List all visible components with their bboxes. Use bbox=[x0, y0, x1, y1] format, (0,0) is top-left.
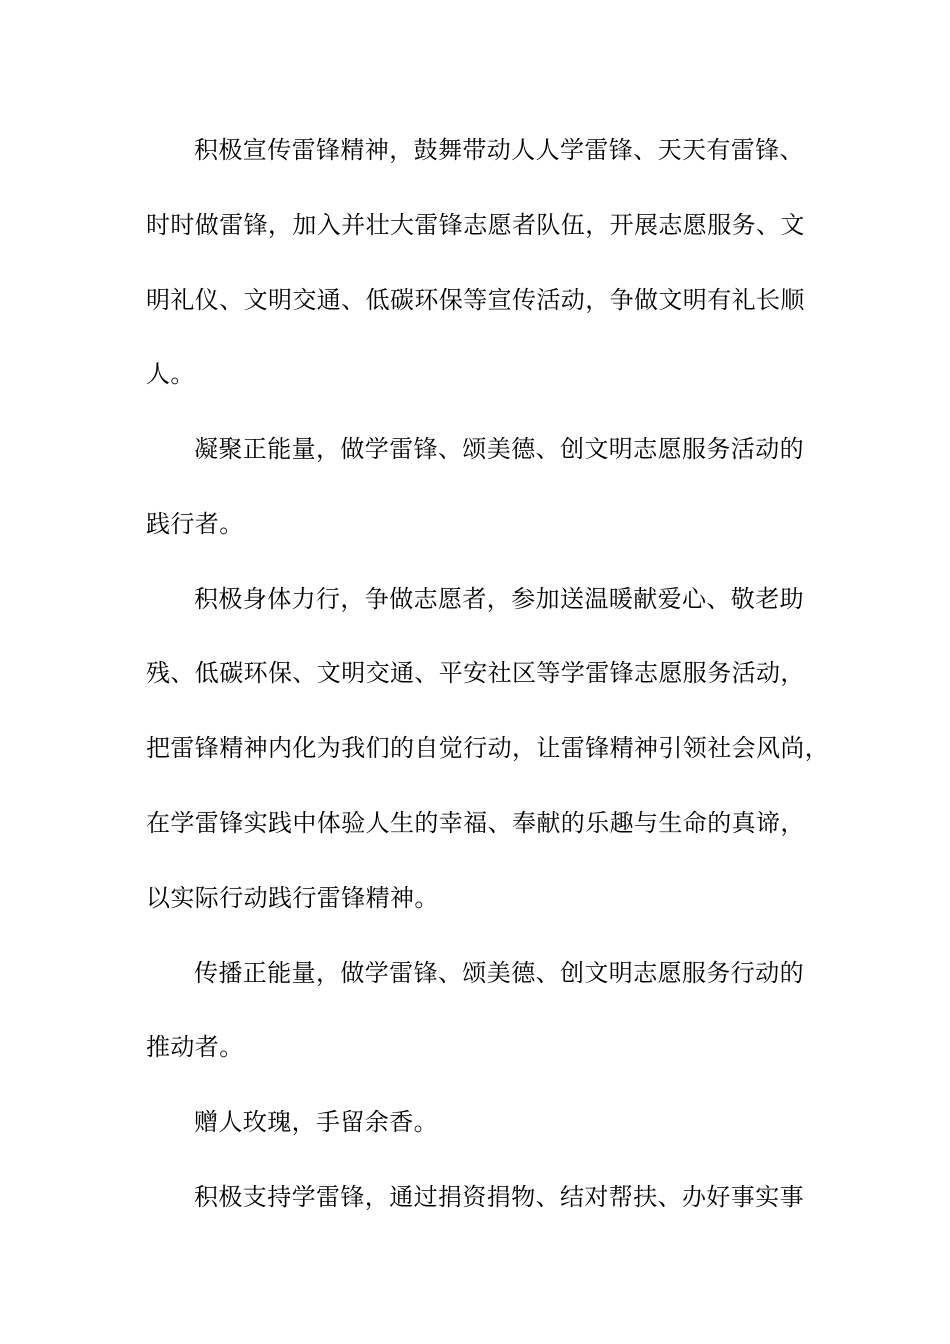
paragraph-3-line-4: 在学雷锋实践中体验人生的幸福、奉献的乐趣与生命的真谛， bbox=[146, 809, 805, 838]
paragraph-1-line-2: 时时做雷锋，加入并壮大雷锋志愿者队伍，开展志愿服务、文 bbox=[146, 210, 805, 239]
paragraph-2-line-2: 践行者。 bbox=[146, 509, 244, 538]
paragraph-4-line-1: 传播正能量，做学雷锋、颂美德、创文明志愿服务行动的 bbox=[194, 958, 804, 987]
paragraph-4-line-2: 推动者。 bbox=[146, 1033, 244, 1062]
paragraph-1-line-4: 人。 bbox=[146, 360, 195, 389]
paragraph-5-line-1: 赠人玫瑰，手留余香。 bbox=[194, 1108, 438, 1137]
paragraph-6-line-1: 积极支持学雷锋，通过捐资捐物、结对帮扶、办好事实事 bbox=[194, 1182, 804, 1211]
document-body bbox=[146, 132, 836, 1254]
paragraph-3-line-2: 残、低碳环保、文明交通、平安社区等学雷锋志愿服务活动， bbox=[146, 659, 805, 688]
paragraph-3-line-3: 把雷锋精神内化为我们的自觉行动，让雷锋精神引领社会风尚， bbox=[146, 734, 830, 763]
paragraph-1-line-3: 明礼仪、文明交通、低碳环保等宣传活动，争做文明有礼长顺 bbox=[146, 285, 805, 314]
paragraph-1-line-1: 积极宣传雷锋精神，鼓舞带动人人学雷锋、天天有雷锋、 bbox=[194, 136, 804, 164]
paragraph-3-line-5: 以实际行动践行雷锋精神。 bbox=[146, 883, 439, 912]
paragraph-3-line-1: 积极身体力行，争做志愿者，参加送温暖献爱心、敬老助 bbox=[194, 584, 804, 613]
paragraph-2-line-1: 凝聚正能量，做学雷锋、颂美德、创文明志愿服务活动的 bbox=[194, 435, 804, 464]
